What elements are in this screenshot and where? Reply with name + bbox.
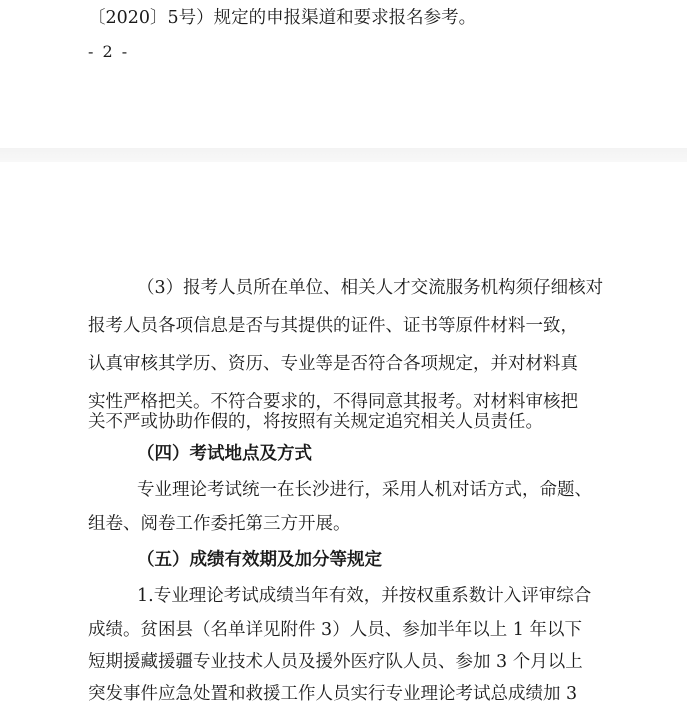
- document-page-top: [0, 0, 687, 148]
- text-line: 〔2020〕5号）规定的申报渠道和要求报名参考。: [88, 8, 477, 28]
- paragraph-5-line-3: 短期援藏援疆专业技术人员及援外医疗队人员、参加 3 个月以上: [88, 652, 583, 672]
- paragraph-5-line-4: 突发事件应急处置和救援工作人员实行专业理论考试总成绩加 3: [88, 684, 578, 704]
- page-number: - 2 -: [88, 42, 130, 61]
- paragraph-5-line-2: 成绩。贫困县（名单详见附件 3）人员、参加半年以上 1 年以下: [88, 620, 582, 640]
- paragraph-3-line-4: 实性严格把关。不符合要求的，不得同意其报考。对材料审核把: [88, 392, 578, 412]
- page-separator: [0, 148, 687, 162]
- section-heading-5: （五）成绩有效期及加分等规定: [137, 550, 382, 570]
- document-page-bottom: [0, 162, 687, 704]
- paragraph-4-line-1: 专业理论考试统一在长沙进行，采用人机对话方式，命题、: [137, 480, 592, 500]
- section-heading-4: （四）考试地点及方式: [137, 444, 312, 464]
- paragraph-3-line-2: 报考人员各项信息是否与其提供的证件、证书等原件材料一致，: [88, 316, 578, 336]
- paragraph-4-line-2: 组卷、阅卷工作委托第三方开展。: [88, 514, 351, 534]
- paragraph-3-line-1: （3）报考人员所在单位、相关人才交流服务机构须仔细核对: [137, 278, 604, 298]
- paragraph-3-line-3: 认真审核其学历、资历、专业等是否符合各项规定，并对材料真: [88, 354, 578, 374]
- paragraph-5-line-1: 1.专业理论考试成绩当年有效，并按权重系数计入评审综合: [137, 586, 592, 606]
- paragraph-3-line-5: 关不严或协助作假的，将按照有关规定追究相关人员责任。: [88, 412, 543, 432]
